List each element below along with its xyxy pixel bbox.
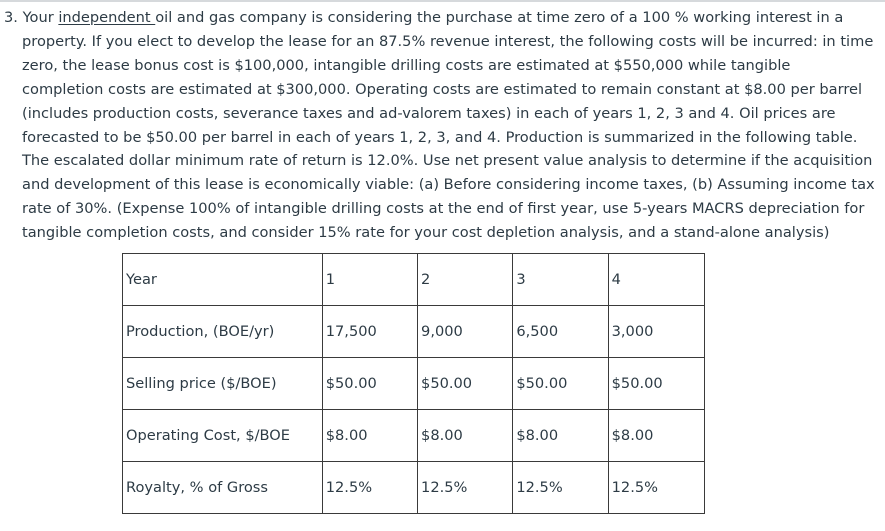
table-cell: $8.00 <box>513 410 608 462</box>
table-row <box>123 462 705 514</box>
table-row-label: Operating Cost, $/BOE <box>123 410 323 462</box>
table-header-cell: Year <box>123 254 323 306</box>
problem-prefix: 3. Your <box>4 9 59 26</box>
table-row-label: Production, (BOE/yr) <box>123 306 323 358</box>
table-header-cell: 1 <box>322 254 417 306</box>
table-cell: 17,500 <box>322 306 417 358</box>
table-cell: $8.00 <box>418 410 513 462</box>
problem-paragraph <box>4 6 876 245</box>
problem-underlined-word: independent <box>58 9 156 26</box>
table-cell: 12.5% <box>513 462 608 514</box>
table-header-cell: 3 <box>513 254 608 306</box>
table-row <box>123 306 705 358</box>
table-cell: 12.5% <box>608 462 704 514</box>
table-header-row <box>123 254 705 306</box>
table-cell: 12.5% <box>418 462 513 514</box>
table-header-cell: 2 <box>418 254 513 306</box>
table-cell: $50.00 <box>608 358 704 410</box>
table-cell: $50.00 <box>513 358 608 410</box>
table-cell: $50.00 <box>322 358 417 410</box>
problem-text: oil and gas company is considering the purchase at time zero of a 100 % working interest in a property. If you elect to develop the lease for an 87.5% revenue interest, the following costs will be incurred: in time zero, the lease bonus cost is $100,000, intangible drilling costs are estimated at $550,000 while tangible completion costs are estimated at $300,000. Operating costs are estimated to remain constant at $8.00 per barrel (includes production costs, severance taxes and ad-valorem taxes) in each of years 1, 2, 3 and 4. Oil prices are forecasted to be $50.00 per barrel in each of years 1, 2, 3, and 4. Production is summarized in the following table. The escalated dollar minimum rate of return is 12.0%. Use net present value analysis to determine if the acquisition and development of this lease is economically viable: (a) Before considering income taxes, (b) Assuming income tax rate of 30%. (Expense 100% of intangible drilling costs at the end of first year, use 5-years MACRS depreciation for tangible completion costs, and consider 15% rate for your cost depletion analysis, and a stand-alone analysis) <box>22 9 875 242</box>
table-row-label: Selling price ($/BOE) <box>123 358 323 410</box>
table-row <box>123 410 705 462</box>
table-header-cell: 4 <box>608 254 704 306</box>
production-table <box>122 253 705 514</box>
top-divider <box>0 0 885 2</box>
problem-statement <box>4 6 876 245</box>
table-cell: $8.00 <box>322 410 417 462</box>
table-cell: $50.00 <box>418 358 513 410</box>
table-cell: 12.5% <box>322 462 417 514</box>
table-cell: 9,000 <box>418 306 513 358</box>
table-cell: 6,500 <box>513 306 608 358</box>
table-row <box>123 358 705 410</box>
table-cell: 3,000 <box>608 306 704 358</box>
table-row-label: Royalty, % of Gross <box>123 462 323 514</box>
table-cell: $8.00 <box>608 410 704 462</box>
